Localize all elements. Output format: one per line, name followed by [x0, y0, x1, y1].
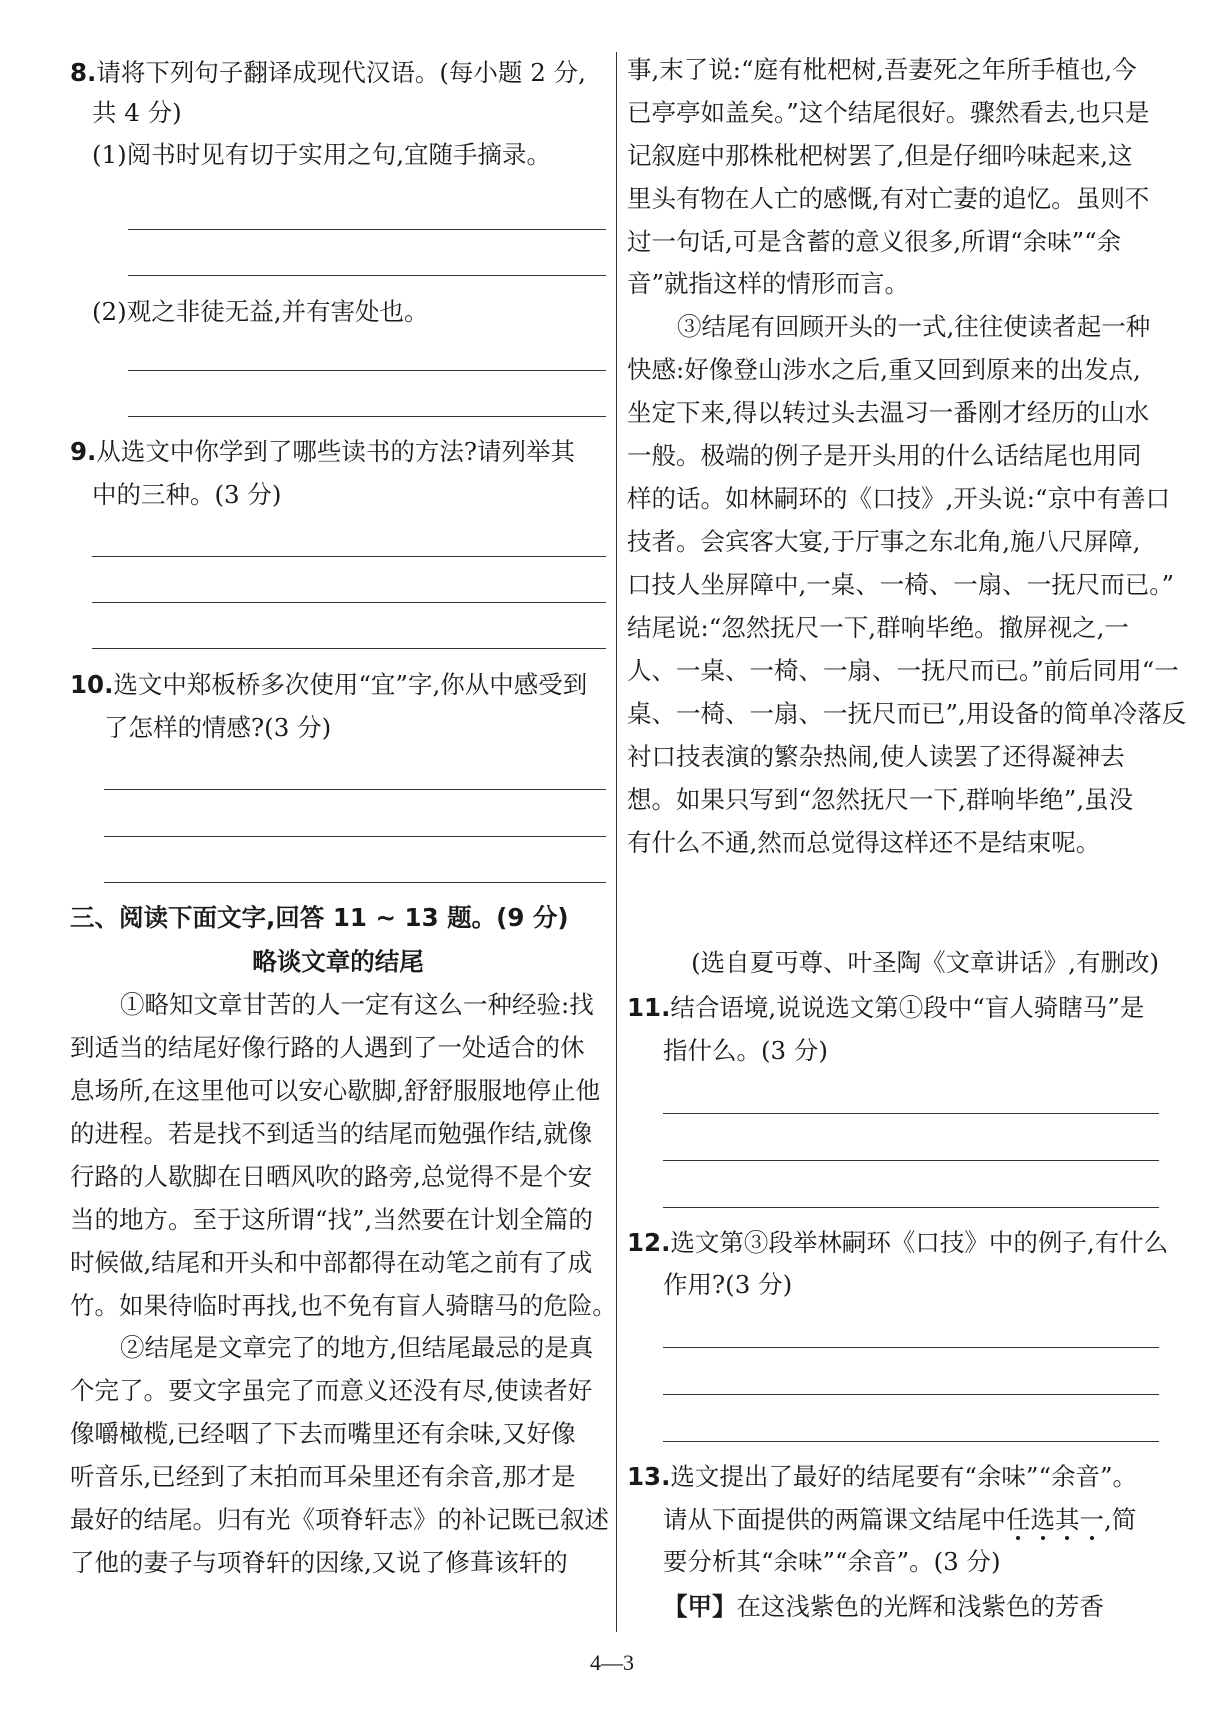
article-line: ③结尾有回顾开头的一式,往往使读者起一种 [677, 312, 1151, 341]
article-line: 样的话。如林嗣环的《口技》,开头说:“京中有善口 [627, 484, 1171, 513]
question-text: 中的三种。(3 分) [92, 480, 282, 509]
question-number: 10. [70, 670, 114, 699]
question-10 [70, 670, 587, 700]
question-text-part: 请从下面提供的两篇课文结尾中 [663, 1505, 1006, 1534]
article-line: 最好的结尾。归有光《项脊轩志》的补记既已叙述 [70, 1505, 609, 1534]
emphasis-char: 其 [1055, 1505, 1080, 1534]
article-line: 了他的妻子与项脊轩的因缘,又说了修葺该轩的 [70, 1548, 568, 1577]
page-number: 4—3 [590, 1650, 634, 1675]
answer-line[interactable] [92, 602, 606, 603]
article-line: 里头有物在人亡的感慨,有对亡妻的追忆。虽则不 [627, 184, 1150, 213]
passage-text: 在这浅紫色的光辉和浅紫色的芳香 [736, 1592, 1104, 1621]
question-text: 选文中郑板桥多次使用“宜”字,你从中感受到 [113, 670, 588, 699]
answer-line[interactable] [663, 1441, 1159, 1442]
question-text: 指什么。(3 分) [663, 1036, 828, 1065]
sub-question-1: (1)阅书时见有切于实用之句,宜随手摘录。 [92, 140, 551, 169]
article-line: 快感:好像登山涉水之后,重又回到原来的出发点, [627, 355, 1141, 384]
article-line: 的进程。若是找不到适当的结尾而勉强作结,就像 [70, 1119, 593, 1148]
question-text: 从选文中你学到了哪些读书的方法?请列举其 [96, 437, 575, 466]
article-line: 时候做,结尾和开头和中部都得在动笔之前有了成 [70, 1248, 593, 1277]
question-text: 作用?(3 分) [663, 1270, 793, 1299]
question-text: 选文第③段举林嗣环《口技》中的例子,有什么 [670, 1228, 1169, 1257]
article-line: 一般。极端的例子是开头用的什么话结尾也用同 [627, 441, 1142, 470]
answer-line[interactable] [128, 416, 606, 417]
article-line: 事,末了说:“庭有枇杷树,吾妻死之年所手植也,今 [627, 55, 1137, 84]
article-line: ②结尾是文章完了的地方,但结尾最忌的是真 [120, 1333, 594, 1362]
answer-line[interactable] [663, 1207, 1159, 1208]
article-line: 听音乐,已经到了末拍而耳朵里还有余音,那才是 [70, 1462, 576, 1491]
article-line: 到适当的结尾好像行路的人遇到了一处适合的休 [70, 1033, 585, 1062]
answer-line[interactable] [92, 556, 606, 557]
article-line: 技者。会宾客大宴,于厅事之东北角,施八尺屏障, [627, 527, 1141, 556]
article-line: 衬口技表演的繁杂热闹,使人读罢了还得凝神去 [627, 742, 1125, 771]
question-text [663, 1505, 1136, 1535]
emphasis-char: 一 [1079, 1505, 1104, 1534]
article-line: 个完了。要文字虽完了而意义还没有尽,使读者好 [70, 1376, 593, 1405]
article-line: 息场所,在这里他可以安心歇脚,舒舒服服地停止他 [70, 1076, 601, 1105]
question-8 [70, 58, 586, 88]
answer-line[interactable] [128, 229, 606, 230]
question-13 [627, 1462, 1137, 1492]
article-source: (选自夏丏尊、叶圣陶《文章讲话》,有删改) [691, 948, 1159, 977]
question-text: 了怎样的情感?(3 分) [104, 713, 332, 742]
question-number: 12. [627, 1228, 671, 1257]
article-line: 人、一桌、一椅、一扇、一抚尺而已。”前后同用“一 [627, 656, 1179, 685]
article-line: ①略知文章甘苦的人一定有这么一种经验:找 [120, 990, 594, 1019]
question-text: 请将下列句子翻译成现代汉语。(每小题 2 分, [96, 58, 586, 87]
question-12 [627, 1228, 1168, 1258]
answer-line[interactable] [104, 789, 606, 790]
question-text-part: ,简 [1104, 1505, 1137, 1534]
question-number: 13. [627, 1462, 671, 1491]
article-line: 竹。如果待临时再找,也不免有盲人骑瞎马的危险。 [70, 1291, 617, 1320]
question-number: 8. [70, 58, 97, 87]
question-number: 11. [627, 993, 671, 1022]
article-line: 过一句话,可是含蓄的意义很多,所谓“余味”“余 [627, 227, 1122, 256]
article-line: 口技人坐屏障中,一桌、一椅、一扇、一抚尺而已。” [627, 570, 1175, 599]
answer-line[interactable] [663, 1113, 1159, 1114]
question-text: 共 4 分) [92, 98, 182, 127]
article-title: 略谈文章的结尾 [252, 947, 424, 976]
emphasis-char: 选 [1030, 1505, 1055, 1534]
article-line: 有什么不通,然而总觉得这样还不是结束呢。 [627, 828, 1101, 857]
article-line: 已亭亭如盖矣。”这个结尾很好。骤然看去,也只是 [627, 98, 1150, 127]
passage-jia [663, 1592, 1104, 1622]
article-line: 音”就指这样的情形而言。 [627, 269, 910, 298]
question-number: 9. [70, 437, 97, 466]
answer-line[interactable] [128, 275, 606, 276]
answer-line[interactable] [663, 1394, 1159, 1395]
article-line: 当的地方。至于这所谓“找”,当然要在计划全篇的 [70, 1205, 593, 1234]
column-divider [616, 52, 617, 1632]
article-line: 桌、一椅、一扇、一抚尺而已”,用设备的简单冷落反 [627, 699, 1187, 728]
sub-question-2: (2)观之非徒无益,并有害处也。 [92, 297, 429, 326]
article-line: 结尾说:“忽然抚尺一下,群响毕绝。撤屏视之,一 [627, 613, 1129, 642]
article-line: 记叙庭中那株枇杷树罢了,但是仔细吟味起来,这 [627, 141, 1133, 170]
section-heading: 三、阅读下面文字,回答 11 ~ 13 题。(9 分) [70, 903, 569, 932]
answer-line[interactable] [663, 1347, 1159, 1348]
article-line: 像嚼橄榄,已经咽了下去而嘴里还有余味,又好像 [70, 1419, 576, 1448]
article-line: 坐定下来,得以转过头去温习一番刚才经历的山水 [627, 398, 1150, 427]
article-line: 行路的人歇脚在日晒风吹的路旁,总觉得不是个安 [70, 1162, 593, 1191]
article-line: 想。如果只写到“忽然抚尺一下,群响毕绝”,虽没 [627, 785, 1134, 814]
emphasized-text [1006, 1505, 1104, 1534]
emphasis-char: 任 [1006, 1505, 1031, 1534]
question-text: 选文提出了最好的结尾要有“余味”“余音”。 [670, 1462, 1138, 1491]
answer-line[interactable] [92, 648, 606, 649]
answer-line[interactable] [104, 836, 606, 837]
answer-line[interactable] [104, 882, 606, 883]
question-9 [70, 437, 575, 467]
question-text: 要分析其“余味”“余音”。(3 分) [663, 1547, 1001, 1576]
answer-line[interactable] [663, 1160, 1159, 1161]
question-text: 结合语境,说说选文第①段中“盲人骑瞎马”是 [670, 993, 1145, 1022]
answer-line[interactable] [128, 370, 606, 371]
passage-label: 【甲】 [663, 1592, 737, 1621]
question-11 [627, 993, 1144, 1023]
